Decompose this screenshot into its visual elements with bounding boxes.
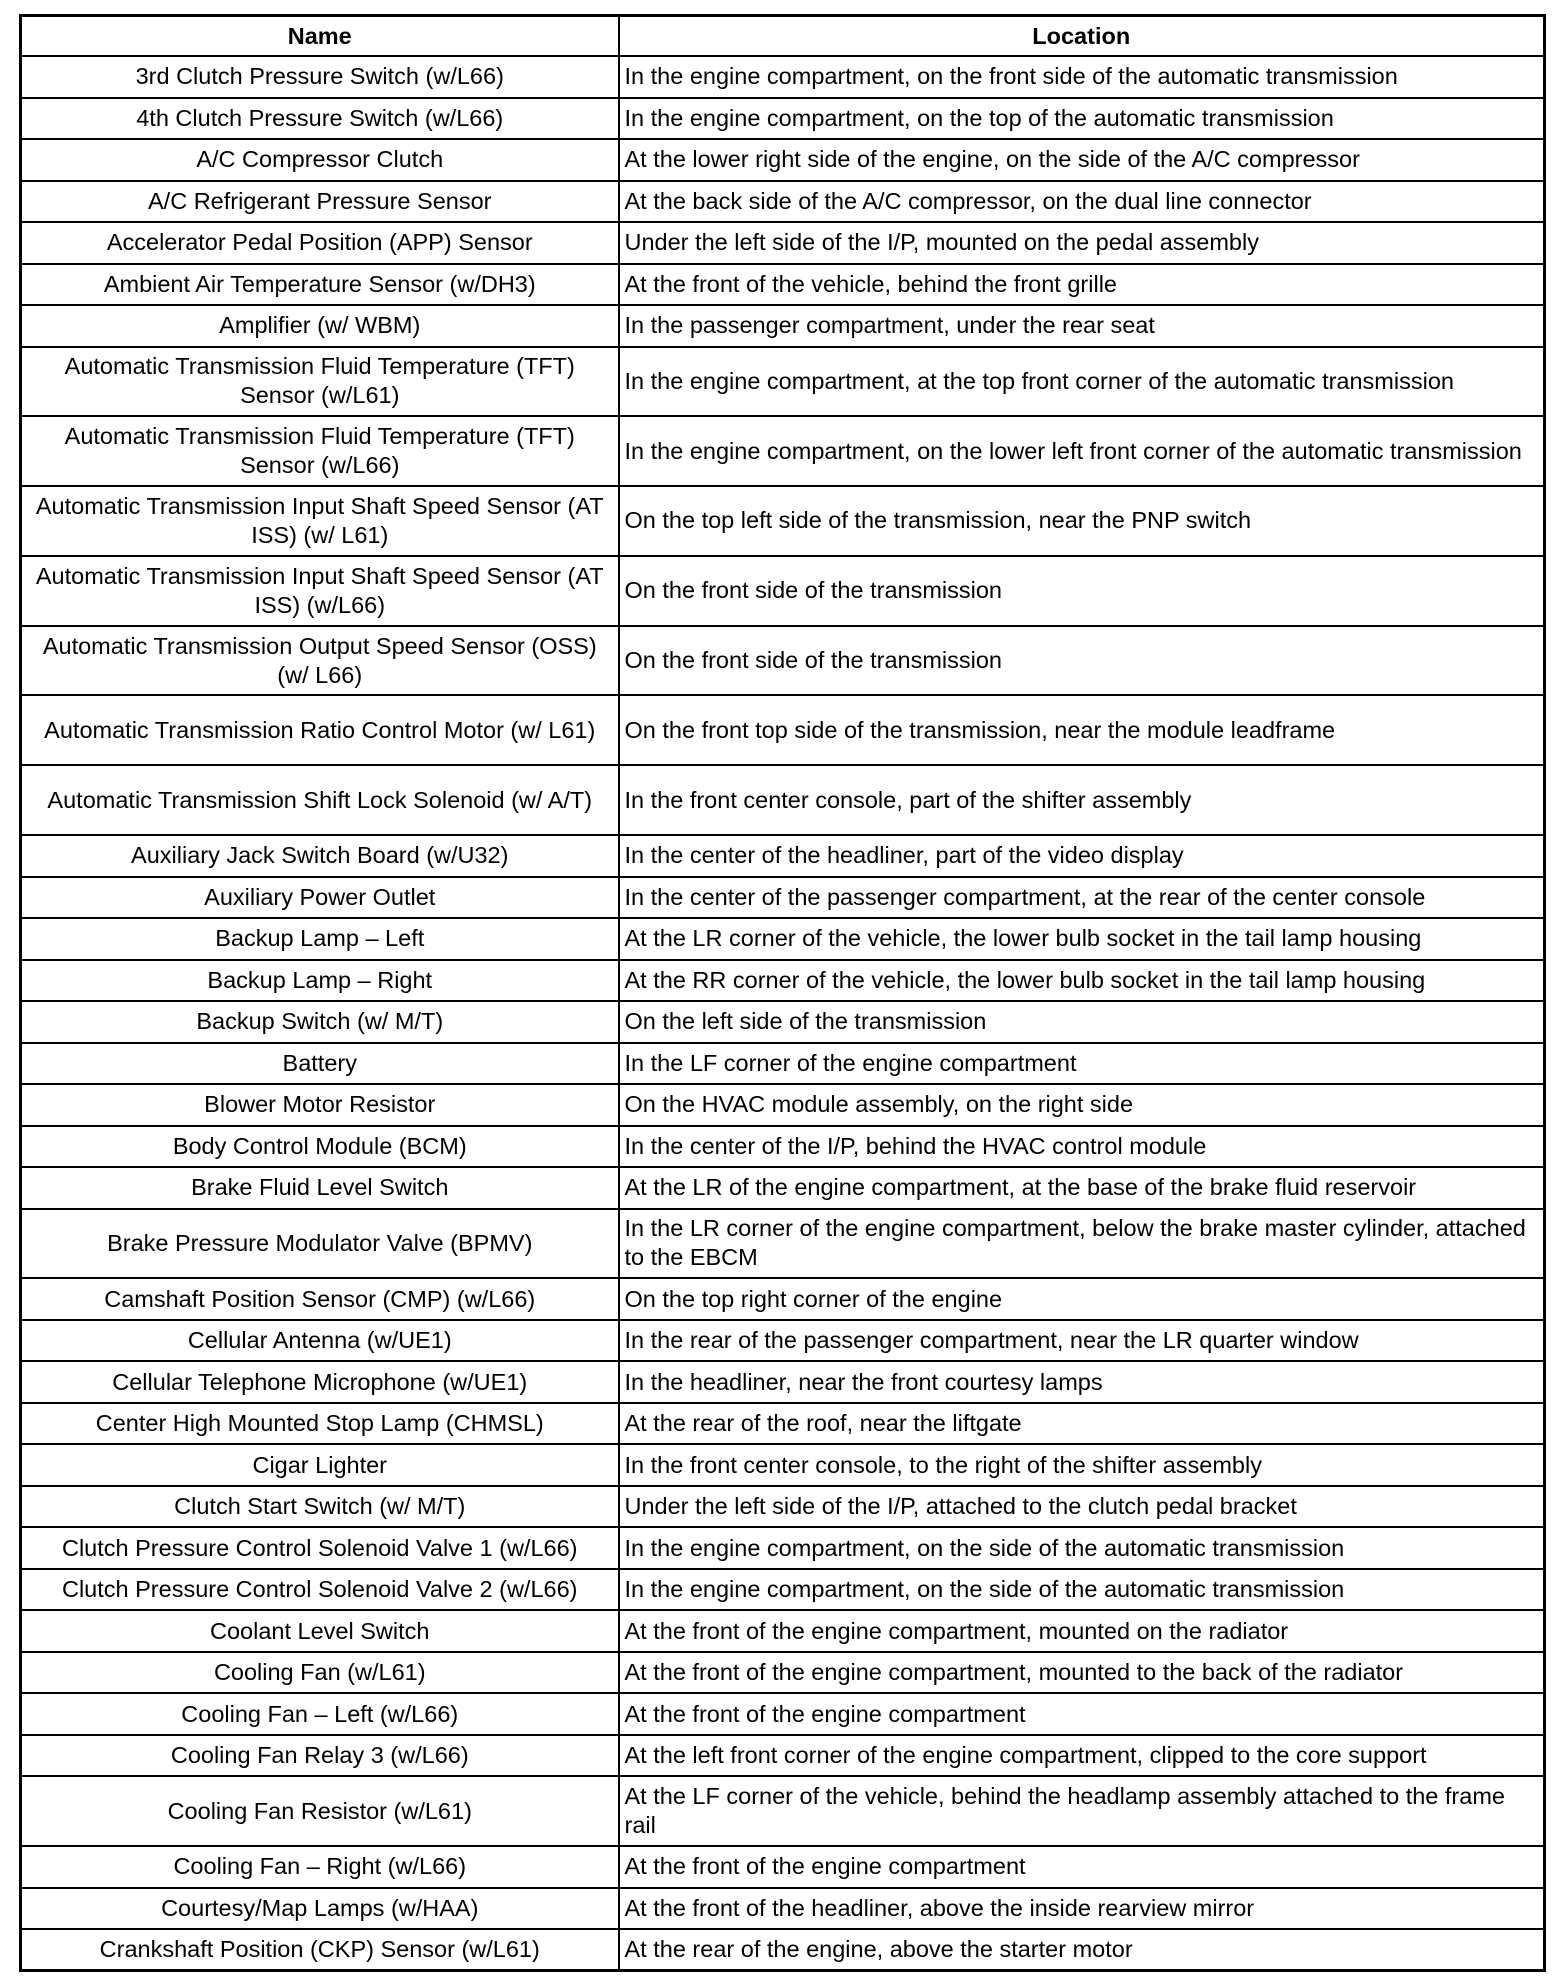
component-location-cell: On the front top side of the transmission, near the module leadframe (619, 695, 1545, 765)
component-location-cell: In the passenger compartment, under the rear seat (619, 305, 1545, 347)
component-name-cell: Cooling Fan Relay 3 (w/L66) (21, 1735, 619, 1777)
component-location-cell: In the headliner, near the front courtesy lamps (619, 1361, 1545, 1403)
component-location-cell: At the front of the engine compartment (619, 1693, 1545, 1735)
location-column-header: Location (619, 16, 1545, 57)
component-location-cell: In the engine compartment, on the side of the automatic transmission (619, 1527, 1545, 1569)
table-row (21, 918, 1545, 960)
table-row (21, 1610, 1545, 1652)
table-row (21, 1209, 1545, 1279)
component-name-cell: Automatic Transmission Fluid Temperature (TFT) Sensor (w/L61) (21, 347, 619, 417)
component-location-cell: At the back side of the A/C compressor, on the dual line connector (619, 181, 1545, 223)
table-row (21, 877, 1545, 919)
component-location-cell: In the front center console, to the right of the shifter assembly (619, 1444, 1545, 1486)
component-name-cell: Automatic Transmission Ratio Control Motor (w/ L61) (21, 695, 619, 765)
table-row (21, 305, 1545, 347)
component-name-cell: Automatic Transmission Fluid Temperature (TFT) Sensor (w/L66) (21, 416, 619, 486)
component-location-cell: In the LF corner of the engine compartment (619, 1043, 1545, 1085)
table-row (21, 1735, 1545, 1777)
component-location-cell: On the left side of the transmission (619, 1001, 1545, 1043)
component-name-cell: Automatic Transmission Input Shaft Speed Sensor (AT ISS) (w/ L61) (21, 486, 619, 556)
table-row (21, 1361, 1545, 1403)
component-location-cell: Under the left side of the I/P, mounted on the pedal assembly (619, 222, 1545, 264)
table-row (21, 1001, 1545, 1043)
component-location-cell: At the front of the vehicle, behind the front grille (619, 264, 1545, 306)
component-name-cell: 3rd Clutch Pressure Switch (w/L66) (21, 56, 619, 98)
component-location-cell: On the front side of the transmission (619, 626, 1545, 696)
component-name-cell: Blower Motor Resistor (21, 1084, 619, 1126)
component-location-cell: At the RR corner of the vehicle, the lower bulb socket in the tail lamp housing (619, 960, 1545, 1002)
component-name-cell: Cigar Lighter (21, 1444, 619, 1486)
table-row (21, 416, 1545, 486)
component-name-cell: Cellular Antenna (w/UE1) (21, 1320, 619, 1362)
table-row (21, 486, 1545, 556)
component-location-cell: In the LR corner of the engine compartment, below the brake master cylinder, attached to the EBCM (619, 1209, 1545, 1279)
component-location-cell: At the left front corner of the engine compartment, clipped to the core support (619, 1735, 1545, 1777)
table-row (21, 1320, 1545, 1362)
component-name-cell: Cooling Fan (w/L61) (21, 1652, 619, 1694)
component-location-cell: At the LR corner of the vehicle, the lower bulb socket in the tail lamp housing (619, 918, 1545, 960)
table-row (21, 1846, 1545, 1888)
table-row (21, 1776, 1545, 1846)
component-name-cell: Brake Pressure Modulator Valve (BPMV) (21, 1209, 619, 1279)
component-name-cell: Amplifier (w/ WBM) (21, 305, 619, 347)
component-name-cell: Camshaft Position Sensor (CMP) (w/L66) (21, 1278, 619, 1320)
table-row (21, 1126, 1545, 1168)
component-name-cell: Clutch Pressure Control Solenoid Valve 1 (w/L66) (21, 1527, 619, 1569)
component-name-cell: Center High Mounted Stop Lamp (CHMSL) (21, 1403, 619, 1445)
table-row (21, 347, 1545, 417)
component-location-cell: Under the left side of the I/P, attached to the clutch pedal bracket (619, 1486, 1545, 1528)
component-location-cell: In the engine compartment, at the top front corner of the automatic transmission (619, 347, 1545, 417)
component-name-cell: Auxiliary Jack Switch Board (w/U32) (21, 835, 619, 877)
table-row (21, 139, 1545, 181)
component-name-cell: Clutch Start Switch (w/ M/T) (21, 1486, 619, 1528)
table-row (21, 960, 1545, 1002)
table-row (21, 1527, 1545, 1569)
table-row (21, 1278, 1545, 1320)
component-name-cell: Body Control Module (BCM) (21, 1126, 619, 1168)
component-name-cell: Backup Switch (w/ M/T) (21, 1001, 619, 1043)
table-row (21, 1444, 1545, 1486)
component-location-cell: At the rear of the engine, above the starter motor (619, 1929, 1545, 1971)
component-name-cell: Accelerator Pedal Position (APP) Sensor (21, 222, 619, 264)
table-row (21, 695, 1545, 765)
component-name-cell: Cellular Telephone Microphone (w/UE1) (21, 1361, 619, 1403)
component-location-cell: At the front of the engine compartment (619, 1846, 1545, 1888)
table-row (21, 1929, 1545, 1971)
component-location-cell: In the engine compartment, on the front side of the automatic transmission (619, 56, 1545, 98)
component-name-cell: Backup Lamp – Left (21, 918, 619, 960)
component-location-cell: At the LF corner of the vehicle, behind the headlamp assembly attached to the frame rail (619, 1776, 1545, 1846)
component-location-cell: In the center of the I/P, behind the HVAC control module (619, 1126, 1545, 1168)
component-name-cell: Automatic Transmission Shift Lock Solenoid (w/ A/T) (21, 765, 619, 835)
component-name-cell: Automatic Transmission Output Speed Sensor (OSS) (w/ L66) (21, 626, 619, 696)
component-location-cell: At the front of the engine compartment, mounted on the radiator (619, 1610, 1545, 1652)
component-location-cell: At the front of the headliner, above the inside rearview mirror (619, 1888, 1545, 1930)
table-row (21, 222, 1545, 264)
component-name-cell: Cooling Fan Resistor (w/L61) (21, 1776, 619, 1846)
table-row (21, 556, 1545, 626)
component-location-cell: On the HVAC module assembly, on the right side (619, 1084, 1545, 1126)
component-name-cell: Cooling Fan – Right (w/L66) (21, 1846, 619, 1888)
table-row (21, 626, 1545, 696)
component-name-cell: 4th Clutch Pressure Switch (w/L66) (21, 98, 619, 140)
component-name-cell: Ambient Air Temperature Sensor (w/DH3) (21, 264, 619, 306)
component-location-cell: In the center of the passenger compartment, at the rear of the center console (619, 877, 1545, 919)
header-row (21, 16, 1545, 57)
component-name-cell: Backup Lamp – Right (21, 960, 619, 1002)
table-row (21, 181, 1545, 223)
table-body (21, 56, 1545, 1971)
component-location-cell: In the engine compartment, on the lower left front corner of the automatic transmission (619, 416, 1545, 486)
component-location-table (19, 14, 1546, 1972)
component-name-cell: Automatic Transmission Input Shaft Speed Sensor (AT ISS) (w/L66) (21, 556, 619, 626)
component-name-cell: Courtesy/Map Lamps (w/HAA) (21, 1888, 619, 1930)
component-name-cell: Coolant Level Switch (21, 1610, 619, 1652)
component-name-cell: Auxiliary Power Outlet (21, 877, 619, 919)
name-column-header: Name (21, 16, 619, 57)
component-location-cell: In the center of the headliner, part of the video display (619, 835, 1545, 877)
component-location-cell: At the front of the engine compartment, mounted to the back of the radiator (619, 1652, 1545, 1694)
component-location-cell: In the engine compartment, on the side of the automatic transmission (619, 1569, 1545, 1611)
component-name-cell: A/C Compressor Clutch (21, 139, 619, 181)
component-name-cell: Cooling Fan – Left (w/L66) (21, 1693, 619, 1735)
component-location-cell: In the rear of the passenger compartment, near the LR quarter window (619, 1320, 1545, 1362)
table-row (21, 1043, 1545, 1085)
table-row (21, 98, 1545, 140)
table-row (21, 1693, 1545, 1735)
component-location-cell: At the rear of the roof, near the liftgate (619, 1403, 1545, 1445)
component-location-cell: In the engine compartment, on the top of the automatic transmission (619, 98, 1545, 140)
table-row (21, 56, 1545, 98)
component-location-cell: In the front center console, part of the shifter assembly (619, 765, 1545, 835)
table-row (21, 1486, 1545, 1528)
table-row (21, 1167, 1545, 1209)
component-location-cell: On the top left side of the transmission, near the PNP switch (619, 486, 1545, 556)
table-row (21, 1652, 1545, 1694)
component-name-cell: Crankshaft Position (CKP) Sensor (w/L61) (21, 1929, 619, 1971)
table-row (21, 1084, 1545, 1126)
component-location-cell: At the lower right side of the engine, on the side of the A/C compressor (619, 139, 1545, 181)
component-location-cell: On the front side of the transmission (619, 556, 1545, 626)
component-name-cell: Clutch Pressure Control Solenoid Valve 2 (w/L66) (21, 1569, 619, 1611)
table-row (21, 1888, 1545, 1930)
component-location-cell: At the LR of the engine compartment, at the base of the brake fluid reservoir (619, 1167, 1545, 1209)
component-name-cell: A/C Refrigerant Pressure Sensor (21, 181, 619, 223)
table-row (21, 1403, 1545, 1445)
component-name-cell: Battery (21, 1043, 619, 1085)
table-row (21, 264, 1545, 306)
component-name-cell: Brake Fluid Level Switch (21, 1167, 619, 1209)
table-row (21, 1569, 1545, 1611)
table-row (21, 835, 1545, 877)
component-location-cell: On the top right corner of the engine (619, 1278, 1545, 1320)
table-row (21, 765, 1545, 835)
